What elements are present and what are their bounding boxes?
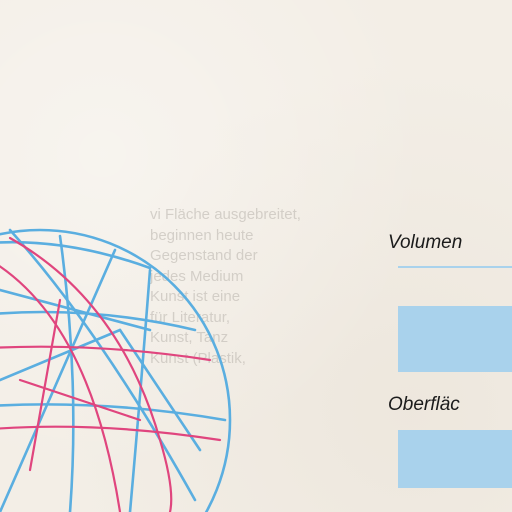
globe-edge — [20, 380, 140, 420]
ghost-line: Kunst, Tanz — [150, 329, 229, 346]
ghost-line: Kunst ist eine — [150, 288, 241, 305]
globe-edge — [0, 290, 150, 330]
surface-band — [398, 430, 512, 488]
band-rule — [398, 266, 512, 268]
globe-meridian — [130, 270, 150, 512]
globe-meridian — [60, 236, 73, 512]
globe-parallel — [0, 404, 225, 420]
ghost-line: beginnen heute — [150, 226, 254, 244]
ghost-line: jedes Medium — [150, 267, 244, 285]
ghost-line: für Literatur, — [150, 308, 231, 326]
ghost-line: Gegenstand der — [150, 247, 258, 264]
volume-band — [398, 306, 512, 372]
surface-label: Oberfläc — [388, 394, 460, 415]
ghost-line: Kunst (Plastik, — [150, 349, 246, 367]
globe-great-circle — [10, 238, 171, 512]
ghost-line: vi Fläche ausgebreitet, — [150, 206, 301, 223]
globe-outline — [0, 230, 230, 512]
volume-label: Volumen — [388, 232, 463, 253]
